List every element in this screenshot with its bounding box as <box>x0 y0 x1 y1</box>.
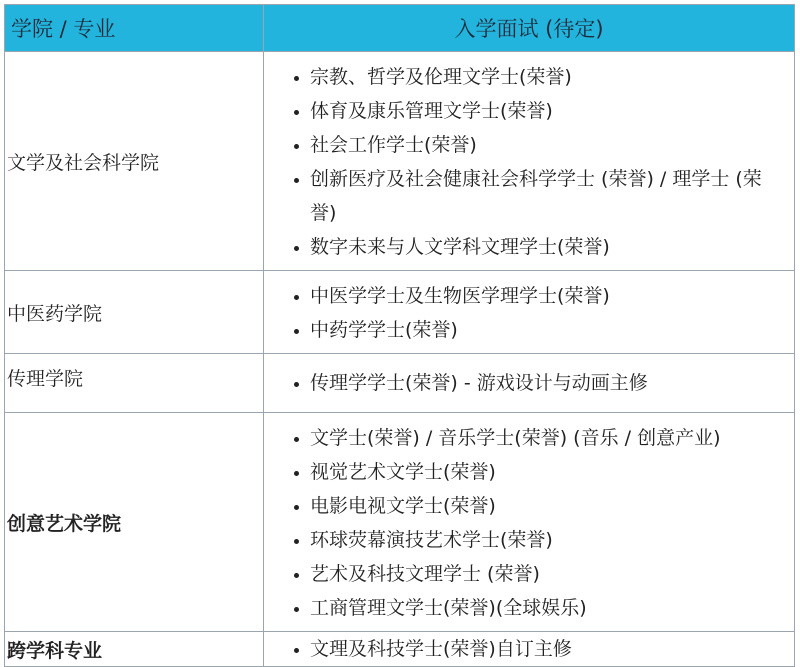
list-item: • 电影电视文学士(荣誉) <box>310 489 780 523</box>
list-item: • 环球荧幕演技艺术学士(荣誉) <box>310 523 780 557</box>
list-item: • 视觉艺术文学士(荣誉) <box>310 455 780 489</box>
programs-cell <box>264 413 795 632</box>
faculty-cell: 跨学科专业 <box>5 632 264 667</box>
faculty-cell: 中医药学院 <box>5 271 264 354</box>
program-list <box>268 632 790 666</box>
list-item: • 中药学学士(荣誉) <box>310 313 780 347</box>
table-row <box>5 632 795 667</box>
table-row <box>5 354 795 413</box>
list-item: • 艺术及科技文理学士 (荣誉) <box>310 557 780 591</box>
programs-cell <box>264 52 795 271</box>
table-row <box>5 413 795 632</box>
programs-cell <box>264 632 795 667</box>
table-header-row <box>5 5 795 52</box>
program-list <box>268 52 790 270</box>
list-item: • 文理及科技学士(荣誉)自订主修 <box>310 632 780 666</box>
list-item: • 创新医疗及社会健康社会科学学士 (荣誉) / 理学士 (荣誉) <box>310 162 780 230</box>
list-item: • 工商管理文学士(荣誉)(全球娱乐) <box>310 591 780 625</box>
list-item: • 宗教、哲学及伦理文学士(荣誉) <box>310 60 780 94</box>
faculty-cell: 文学及社会科学院 <box>5 52 264 271</box>
program-list <box>268 362 790 404</box>
list-item: • 社会工作学士(荣誉) <box>310 128 780 162</box>
table-row <box>5 52 795 271</box>
admission-column-header: 入学面试 (待定) <box>264 5 795 52</box>
list-item: • 中医学学士及生物医学理学士(荣誉) <box>310 279 780 313</box>
list-item: • 数字未来与人文学科文理学士(荣誉) <box>310 230 780 264</box>
table-row <box>5 271 795 354</box>
faculty-cell: 传理学院 <box>5 354 264 413</box>
program-list <box>268 413 790 631</box>
list-item: • 体育及康乐管理文学士(荣誉) <box>310 94 780 128</box>
programs-cell <box>264 271 795 354</box>
faculty-cell: 创意艺术学院 <box>5 413 264 632</box>
faculty-column-header: 学院 / 专业 <box>5 5 264 52</box>
programs-cell <box>264 354 795 413</box>
program-list <box>268 271 790 353</box>
programs-table <box>4 4 795 667</box>
list-item: • 传理学学士(荣誉) - 游戏设计与动画主修 <box>310 366 780 400</box>
list-item: • 文学士(荣誉) / 音乐学士(荣誉) (音乐 / 创意产业) <box>310 421 780 455</box>
